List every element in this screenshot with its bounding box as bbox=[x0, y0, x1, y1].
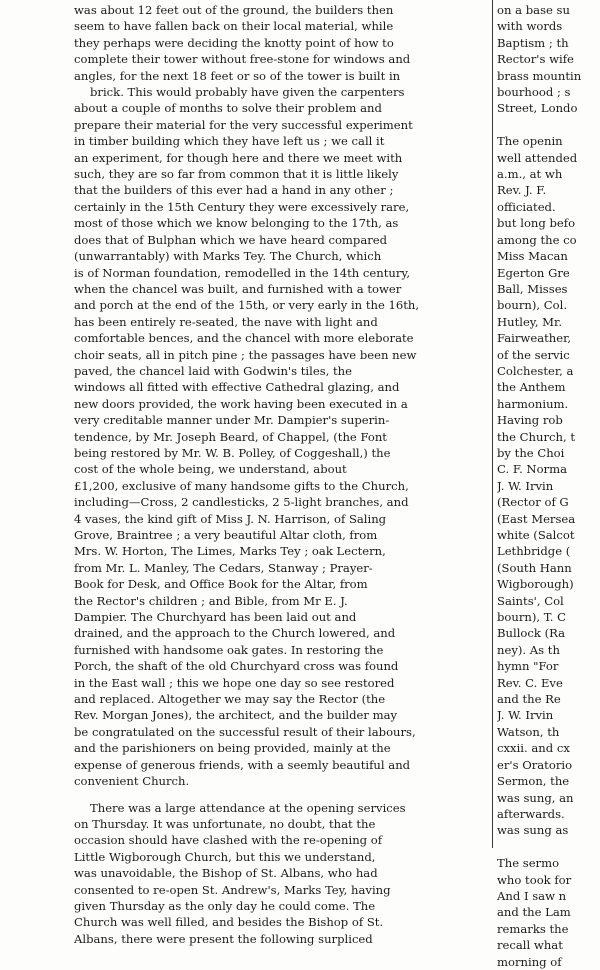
text-line: Church was well filled, and besides the Bishop of St. bbox=[74, 915, 384, 930]
text-line: (unwarrantably) with Marks Tey. The Church, which bbox=[74, 249, 382, 264]
text-line: brass mountin bbox=[497, 68, 582, 83]
text-line: Grove, Braintree ; a very beautiful Altar cloth, from bbox=[74, 528, 378, 542]
text-line: Saints', Col bbox=[497, 593, 564, 608]
text-line: bourhood ; s bbox=[497, 85, 571, 100]
text-line: on a base su bbox=[497, 3, 570, 17]
text-line: tendence, by Mr. Joseph Beard, of Chappel, (the Font bbox=[74, 429, 387, 444]
text-line: Colchester, a bbox=[497, 363, 574, 378]
text-line: but long befo bbox=[497, 216, 576, 231]
text-line: ney). As th bbox=[497, 642, 560, 657]
text-line: be congratulated on the successful result of their labours, bbox=[74, 724, 416, 739]
text-line: being restored by Mr. W. B. Polley, of Coggeshall,) the bbox=[74, 445, 391, 460]
text-line: white (Salcot bbox=[497, 528, 575, 542]
text-line: very creditable manner under Mr. Dampier's superin- bbox=[74, 413, 390, 428]
text-line: Hutley, Mr. bbox=[497, 314, 563, 329]
text-line: 4 vases, the kind gift of Miss J. N. Harrison, of Saling bbox=[74, 511, 387, 526]
text-line: Wigborough) bbox=[497, 577, 574, 592]
text-line: Porch, the shaft of the old Churchyard cross was found bbox=[74, 659, 399, 674]
text-line: seem to have fallen back on their local material, while bbox=[74, 19, 394, 34]
text-line: the Anthem bbox=[497, 380, 566, 395]
text-line: and porch at the end of the 15th, or very early in the 16th, bbox=[74, 298, 420, 313]
text-line: when the chancel was built, and furnished with a tower bbox=[74, 281, 402, 296]
right-column bbox=[497, 2, 600, 970]
text-line: Lethbridge ( bbox=[497, 544, 571, 559]
text-line: paved, the chancel laid with Godwin's tiles, the bbox=[74, 363, 353, 378]
text-line: Albans, there were present the following surpliced bbox=[74, 931, 373, 946]
text-line: There was a large attendance at the opening services bbox=[90, 800, 406, 815]
text-line: was sung as bbox=[497, 823, 569, 838]
text-line: by the Choi bbox=[497, 445, 565, 460]
text-line: brick. This would probably have given the carpenters bbox=[90, 85, 405, 100]
text-line: Mrs. W. Horton, The Limes, Marks Tey ; oak Lectern, bbox=[74, 544, 386, 559]
text-line: comfortable bences, and the chancel with more eleborate bbox=[74, 331, 414, 346]
text-line: er's Oratorio bbox=[497, 757, 573, 772]
text-line: morning of bbox=[497, 954, 562, 969]
text-line: Miss Macan bbox=[497, 249, 568, 264]
text-line: occasion should have clashed with the re-opening of bbox=[74, 833, 383, 848]
text-line: certainly in the 15th Century they were excessively rare, bbox=[74, 199, 410, 214]
text-line: on Thursday. It was unfortunate, no doubt, that the bbox=[74, 816, 376, 831]
text-line: and the parishioners on being provided, mainly at the bbox=[74, 741, 391, 756]
text-line: cxxii. and cx bbox=[497, 741, 570, 756]
text-line: The sermo bbox=[497, 856, 560, 871]
text-line: Street, Londo bbox=[497, 101, 578, 116]
text-line: (Rector of G bbox=[497, 495, 569, 510]
text-line: recall what bbox=[497, 938, 563, 953]
text-line bbox=[497, 117, 600, 133]
text-line: they perhaps were deciding the knotty point of how to bbox=[74, 35, 394, 50]
text-line: Having rob bbox=[497, 413, 563, 428]
text-line: prepare their material for the very successful experiment bbox=[74, 117, 413, 132]
text-line: was about 12 feet out of the ground, the builders then bbox=[74, 3, 394, 17]
text-line: J. W. Irvin bbox=[497, 708, 554, 723]
text-line: including—Cross, 2 candlesticks, 2 5-light branches, and bbox=[74, 495, 409, 510]
text-line: Bullock (Ra bbox=[497, 626, 566, 641]
text-line: remarks the bbox=[497, 921, 569, 936]
text-line: Rector's wife bbox=[497, 52, 574, 67]
text-line: Rev. C. Eve bbox=[497, 675, 563, 690]
text-line: Fairweather, bbox=[497, 331, 572, 346]
text-line: in the East wall ; this we hope one day so see restored bbox=[74, 675, 395, 690]
text-line: the Church, t bbox=[497, 429, 576, 444]
text-line: and the Lam bbox=[497, 905, 571, 920]
text-line: is of Norman foundation, remodelled in the 14th century, bbox=[74, 265, 411, 280]
text-line: Rev. J. F. bbox=[497, 183, 547, 198]
text-line: Book for Desk, and Office Book for the Altar, from bbox=[74, 577, 368, 592]
text-line: such, they are so far from common that it is little likely bbox=[74, 167, 399, 182]
text-line: Egerton Gre bbox=[497, 265, 570, 280]
text-line: given Thursday as the only day he could come. The bbox=[74, 898, 376, 913]
text-line: was unavoidable, the Bishop of St. Albans, who had bbox=[74, 866, 378, 881]
text-line: among the co bbox=[497, 232, 577, 247]
text-line: that the builders of this ever had a hand in any other ; bbox=[74, 183, 394, 198]
text-line: C. F. Norma bbox=[497, 462, 568, 477]
text-line: Dampier. The Churchyard has been laid out and bbox=[74, 610, 357, 625]
text-line: bourn), T. C bbox=[497, 610, 567, 625]
text-line: of the servic bbox=[497, 347, 570, 362]
text-line: was sung, an bbox=[497, 790, 574, 805]
text-line: expense of generous friends, with a seemly beautiful and bbox=[74, 757, 411, 772]
text-line: cost of the whole being, we understand, about bbox=[74, 462, 347, 477]
text-line: complete their tower without free-stone for windows and bbox=[74, 52, 411, 67]
text-line bbox=[497, 839, 600, 855]
text-line: choir seats, all in pitch pine ; the passages have been new bbox=[74, 347, 417, 362]
text-line: consented to re-open St. Andrew's, Marks Tey, having bbox=[74, 882, 391, 897]
text-line: does that of Bulphan which we have heard compared bbox=[74, 232, 388, 247]
text-line: J. W. Irvin bbox=[497, 478, 554, 493]
text-line: £1,200, exclusive of many handsome gifts to the Church, bbox=[74, 478, 409, 493]
text-line: Rev. Morgan Jones), the architect, and the builder may bbox=[74, 708, 398, 723]
text-line: from Mr. L. Manley, The Cedars, Stanway ; Prayer- bbox=[74, 560, 373, 575]
text-line: Watson, th bbox=[497, 724, 560, 739]
text-line: (South Hann bbox=[497, 560, 572, 575]
text-line: (East Mersea bbox=[497, 511, 576, 526]
paragraph-gap bbox=[74, 790, 490, 800]
text-line: who took for bbox=[497, 872, 572, 887]
text-line: officiated. bbox=[497, 199, 556, 214]
text-line: a.m., at wh bbox=[497, 167, 563, 182]
text-line: in timber building which they have left us ; we call it bbox=[74, 134, 385, 149]
text-line: and the Re bbox=[497, 692, 561, 707]
text-line: Baptism ; th bbox=[497, 35, 569, 50]
text-line: The openin bbox=[497, 134, 563, 149]
text-line: about a couple of months to solve their problem and bbox=[74, 101, 382, 116]
text-line: new doors provided, the work having been executed in a bbox=[74, 396, 408, 411]
text-line: with words bbox=[497, 19, 563, 34]
text-line: And I saw n bbox=[497, 888, 567, 903]
text-line: the Rector's children ; and Bible, from Mr E. J. bbox=[74, 593, 348, 608]
column-divider bbox=[492, 0, 493, 848]
text-line: windows all fitted with effective Cathedral glazing, and bbox=[74, 380, 400, 395]
text-line: Little Wigborough Church, but this we understand, bbox=[74, 849, 376, 864]
text-line: angles, for the next 18 feet or so of the tower is built in bbox=[74, 68, 401, 83]
text-line: drained, and the approach to the Church lowered, and bbox=[74, 626, 396, 641]
text-line: an experiment, for though here and there we meet with bbox=[74, 150, 403, 165]
text-line: well attended bbox=[497, 150, 578, 165]
text-line: has been entirely re-seated, the nave with light and bbox=[74, 314, 378, 329]
text-line: bourn), Col. bbox=[497, 298, 568, 313]
text-line: Ball, Misses bbox=[497, 281, 568, 296]
text-line: furnished with handsome oak gates. In restoring the bbox=[74, 642, 384, 657]
text-line: afterwards. bbox=[497, 806, 565, 821]
text-line: harmonium. bbox=[497, 396, 569, 411]
text-line: hymn "For bbox=[497, 659, 559, 674]
text-line: most of those which we know belonging to the 17th, as bbox=[74, 216, 399, 231]
text-line: Sermon, the bbox=[497, 774, 570, 789]
text-line: convenient Church. bbox=[74, 774, 190, 789]
text-line: and replaced. Altogether we may say the Rector (the bbox=[74, 692, 386, 707]
main-column bbox=[74, 2, 490, 947]
